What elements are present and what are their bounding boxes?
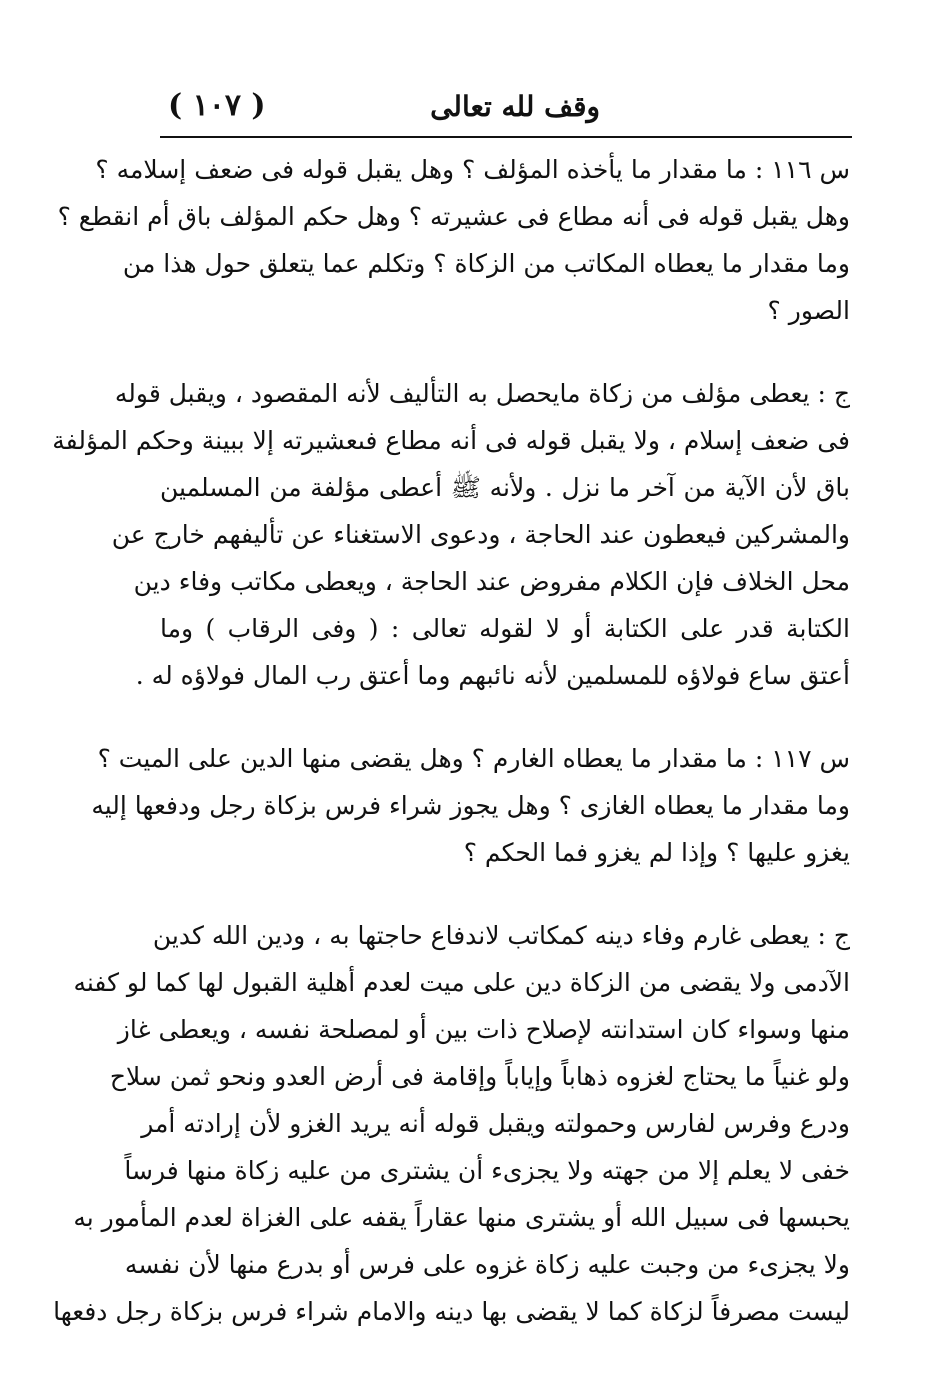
text-line: وما مقدار ما يعطاه الغازى ؟ وهل يجوز شراء فرس بزكاة رجل ودفعها إليه — [91, 791, 850, 820]
text-line: خفى لا يعلم إلا من جهته ولا يجزىء أن يشترى من عليه زكاة منها فرساً — [124, 1156, 850, 1185]
text-line: يغزو عليها ؟ وإذا لم يغزو فما الحكم ؟ — [463, 838, 850, 867]
text-line: والمشركين فيعطون عند الحاجة ، ودعوى الاستغناء عن تأليفهم خارج عن — [111, 520, 850, 549]
paragraph-gap — [160, 334, 850, 370]
text-line: فى ضعف إسلام ، ولا يقبل قوله فى أنه مطاع فىعشيرته إلا ببينة وحكم المؤلفة — [52, 426, 850, 455]
text-line: يحبسها فى سبيل الله أو يشترى منها عقاراً يقفه على الغزاة لعدم المأمور به — [73, 1203, 850, 1232]
text-line: ليست مصرفاً لزكاة كما لا يقضى بها دينه والامام شراء فرس بزكاة رجل دفعها — [53, 1297, 850, 1326]
text-line: محل الخلاف فإن الكلام مفروض عند الحاجة ، ويعطى مكاتب وفاء دين — [133, 567, 850, 596]
text-line: ولا يجزىء من وجبت عليه زكاة غزوه على فرس أو بدرع منها لأن نفسه — [124, 1250, 850, 1279]
text-line: باق لأن الآية من آخر ما نزل . ولأنه ﷺ أعطى مؤلفة من المسلمين — [160, 473, 850, 502]
question-116 — [57, 146, 850, 334]
text-line: ودرع وفرس لفارس وحمولته ويقبل قوله أنه يريد الغزو لأن إرادته أمر — [141, 1109, 850, 1138]
answer-116 — [52, 370, 850, 699]
text-line: س ١١٦ : ما مقدار ما يأخذه المؤلف ؟ وهل يقبل قوله فى ضعف إسلامه ؟ — [95, 155, 850, 184]
text-line: وما مقدار ما يعطاه المكاتب من الزكاة ؟ وتكلم عما يتعلق حول هذا من — [122, 249, 850, 278]
text-line: منها وسواء كان استدانته لإصلاح ذات بين أو لمصلحة نفسه ، ويعطى غاز — [117, 1015, 850, 1044]
page-body — [52, 146, 850, 1335]
text-line: ولو غنياً ما يحتاج لغزوه ذهاباً وإياباً وإقامة فى أرض العدو ونحو ثمن سلاح — [109, 1062, 850, 1091]
paragraph-gap — [160, 876, 850, 912]
text-line: أعتق ساع فولاؤه للمسلمين لأنه نائبهم وما أعتق رب المال فولاؤه له . — [135, 661, 850, 690]
text-line: وهل يقبل قوله فى أنه مطاع فى عشيرته ؟ وهل حكم المؤلف باق أم انقطع ؟ — [57, 202, 850, 231]
question-117 — [91, 735, 850, 876]
running-title: وقف لله تعالى — [430, 90, 600, 123]
paragraph-gap — [160, 699, 850, 735]
text-line: الصور ؟ — [767, 296, 850, 325]
page-number: ( ١٠٧ ) — [168, 88, 266, 123]
text-line: ج : يعطى مؤلف من زكاة مايحصل به التأليف لأنه المقصود ، ويقبل قوله — [114, 379, 850, 408]
header-rule — [160, 136, 852, 138]
text-line: ج : يعطى غارم وفاء دينه كمكاتب لاندفاع حاجتها به ، ودين الله كدين — [152, 921, 850, 950]
text-line: الآدمى ولا يقضى من الزكاة دين على ميت لعدم أهلية القبول لها كما لو كفنه — [73, 968, 850, 997]
page-header — [160, 84, 850, 134]
answer-117 — [53, 912, 850, 1335]
text-line: س ١١٧ : ما مقدار ما يعطاه الغارم ؟ وهل يقضى منها الدين على الميت ؟ — [97, 744, 850, 773]
text-line: الكتابة قدر على الكتابة أو لا لقوله تعالى : ( وفى الرقاب ) وما — [160, 614, 850, 643]
